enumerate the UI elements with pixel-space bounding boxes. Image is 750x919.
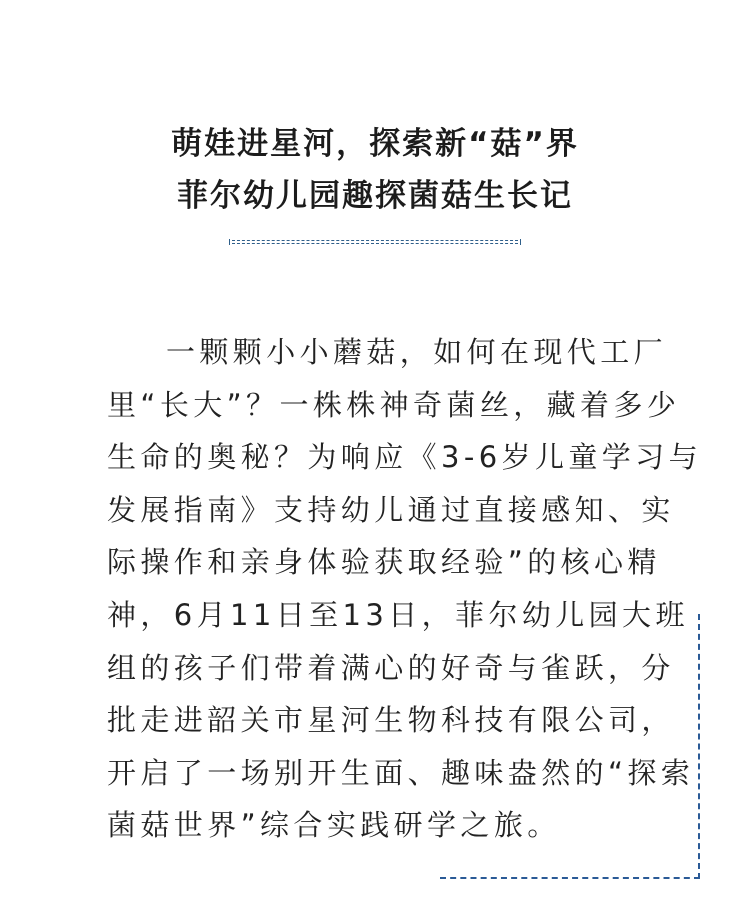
- body-line: 批走进韶关市星河生物科技有限公司，: [107, 703, 675, 738]
- decorative-frame-bottom-edge: [440, 877, 700, 879]
- decorative-frame-right-edge: [698, 614, 700, 879]
- body-line: 发展指南》支持幼儿通过直接感知、实: [107, 492, 675, 527]
- divider-cap-right: [520, 239, 521, 245]
- body-line: 神，6月11日至13日，菲尔幼儿园大班: [107, 597, 689, 632]
- title-divider: [229, 239, 521, 245]
- body-line: 菌菇世界”综合实践研学之旅。: [107, 808, 561, 843]
- body-line: 生命的奥秘？为响应《3-6岁儿童学习与: [107, 440, 702, 475]
- article-title: [0, 118, 750, 222]
- divider-dash-top: [232, 240, 518, 241]
- title-line-1: 萌娃进星河，探索新“菇”界: [171, 126, 579, 162]
- title-line-2: 菲尔幼儿园趣探菌菇生长记: [177, 178, 573, 214]
- divider-dash-bottom: [232, 243, 518, 244]
- article-body: [107, 326, 702, 852]
- body-line: 开启了一场别开生面、趣味盎然的“探索: [107, 755, 695, 790]
- divider-cap-left: [229, 239, 230, 245]
- body-line: 里“长大”？一株株神奇菌丝，藏着多少: [107, 387, 681, 422]
- body-line: 一颗颗小小蘑菇，如何在现代工厂: [166, 335, 668, 369]
- body-line: 际操作和亲身体验获取经验”的核心精: [107, 545, 661, 580]
- body-line: 组的孩子们带着满心的好奇与雀跃，分: [107, 650, 675, 685]
